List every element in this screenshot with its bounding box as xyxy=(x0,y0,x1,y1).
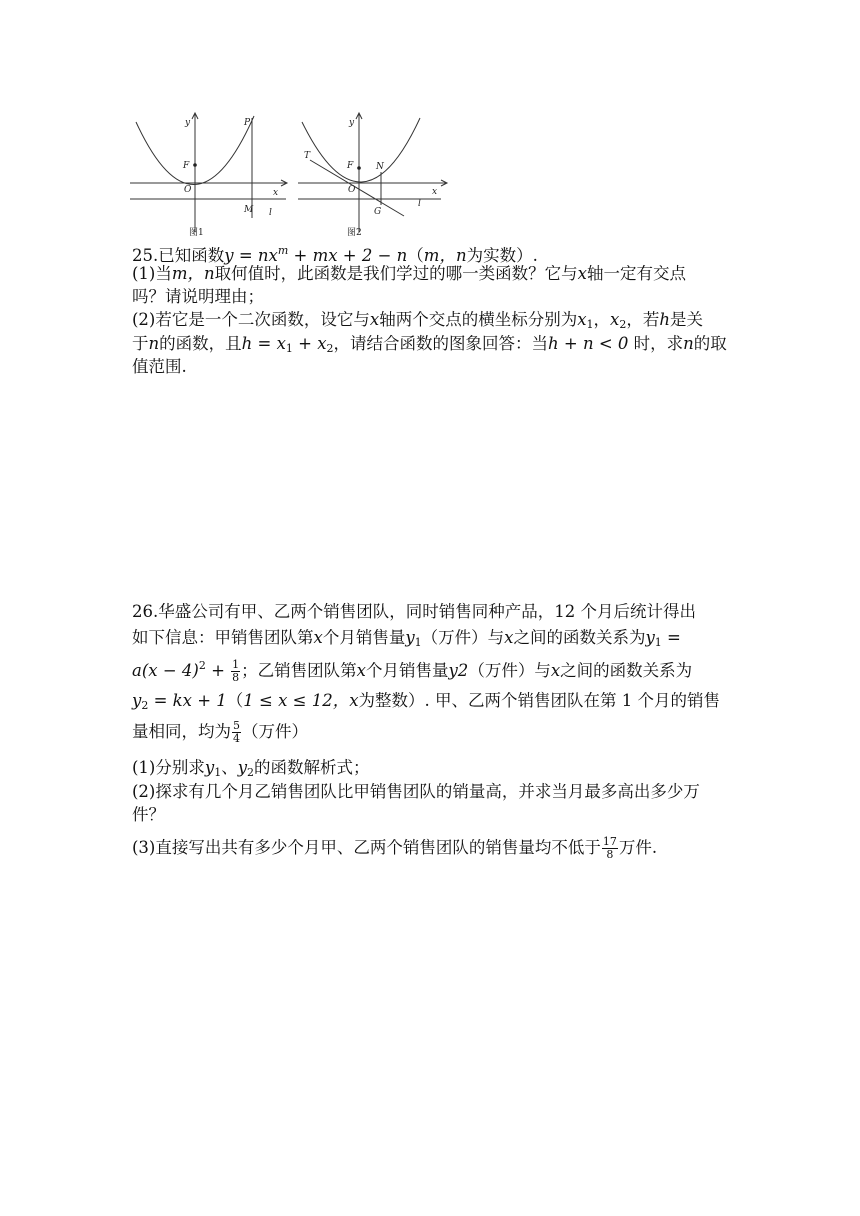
fig2-f-label: F xyxy=(347,161,354,171)
q26-line3: $a(x - 4)^2$ + $\frac{1}{8}$ ；乙销售团队第x个月销售量y2（万件）与x之间的函数关系为 xyxy=(132,658,693,684)
fig1-f-label: F xyxy=(183,161,190,171)
q25-part2-line2: 于n的函数，且$h = x_1 + x_2$，请结合函数的图象回答：当h + n < 0 时，求n的取 xyxy=(132,334,727,355)
q25-part1-line1: (1)当m，n取何值时，此函数是我们学过的哪一类函数？它与x轴一定有交点 xyxy=(132,264,686,283)
fig1-o-label: O xyxy=(184,185,192,195)
q25-part2-line3: 值范围. xyxy=(132,357,187,376)
figure-2 xyxy=(296,110,456,240)
fig1-l-label: l xyxy=(269,208,272,218)
q25-part2-line1: (2)若它是一个二次函数，设它与x轴两个交点的横坐标分别为$x_1$，$x_2$，若h是关 xyxy=(132,310,703,331)
q26-line2: 如下信息：甲销售团队第x个月销售量$y_1$（万件）与x之间的函数关系为$y_1$ = xyxy=(132,628,681,649)
figure-2-diagram xyxy=(296,110,456,240)
fig2-caption: 图2 xyxy=(347,228,362,238)
fig1-x-label: x xyxy=(273,188,279,198)
fig1-m-label: M xyxy=(244,205,254,215)
q25-stem: 25.已知函数$y = nx^m$ + mx + 2 − n（m，n为实数）. xyxy=(132,244,538,265)
q26-part1: (1)分别求$y_1$、$y_2$的函数解析式； xyxy=(132,758,370,779)
fig2-x-label: x xyxy=(432,187,438,197)
q26-line5: 量相同，均为 $\frac{5}{4}$ （万件） xyxy=(132,719,308,745)
fig2-y-label: y xyxy=(349,118,355,128)
fig2-o-label: O xyxy=(348,185,356,195)
fraction-one-eighth: $\frac{1}{8}$ xyxy=(232,658,240,684)
fig2-t-label: T xyxy=(304,151,311,161)
fig1-p-label: P xyxy=(244,118,251,128)
fraction-five-fourths: $\frac{5}{4}$ xyxy=(233,719,240,745)
q26-part2-line1: (2)探求有几个月乙销售团队比甲销售团队的销量高，并求当月最多高出多少万 xyxy=(132,782,700,801)
fig2-l-label: l xyxy=(418,199,421,209)
fig2-n-label: N xyxy=(376,162,384,172)
figure-1 xyxy=(128,110,293,240)
fig2-g-label: G xyxy=(374,207,382,217)
q25-part1-line2: 吗？请说明理由； xyxy=(132,287,264,306)
fig1-caption: 图1 xyxy=(189,228,204,238)
q26-part2-line2: 件？ xyxy=(132,805,165,824)
fig1-y-label: y xyxy=(185,118,191,128)
figure-1-diagram xyxy=(128,110,293,240)
fraction-seventeen-eighths: $\frac{17}{8}$ xyxy=(602,835,617,861)
q26-part3: (3)直接写出共有多少个月甲、乙两个销售团队的销售量均不低于 $\frac{17}{8}$ 万件. xyxy=(132,835,658,861)
q26-line4: $y_2$ = kx + 1（1 ≤ x ≤ 12，x为整数）. 甲、乙两个销售团队在第 1 个月的销售 xyxy=(132,691,720,712)
q26-line1: 26.华盛公司有甲、乙两个销售团队，同时销售同种产品，12 个月后统计得出 xyxy=(132,602,696,621)
